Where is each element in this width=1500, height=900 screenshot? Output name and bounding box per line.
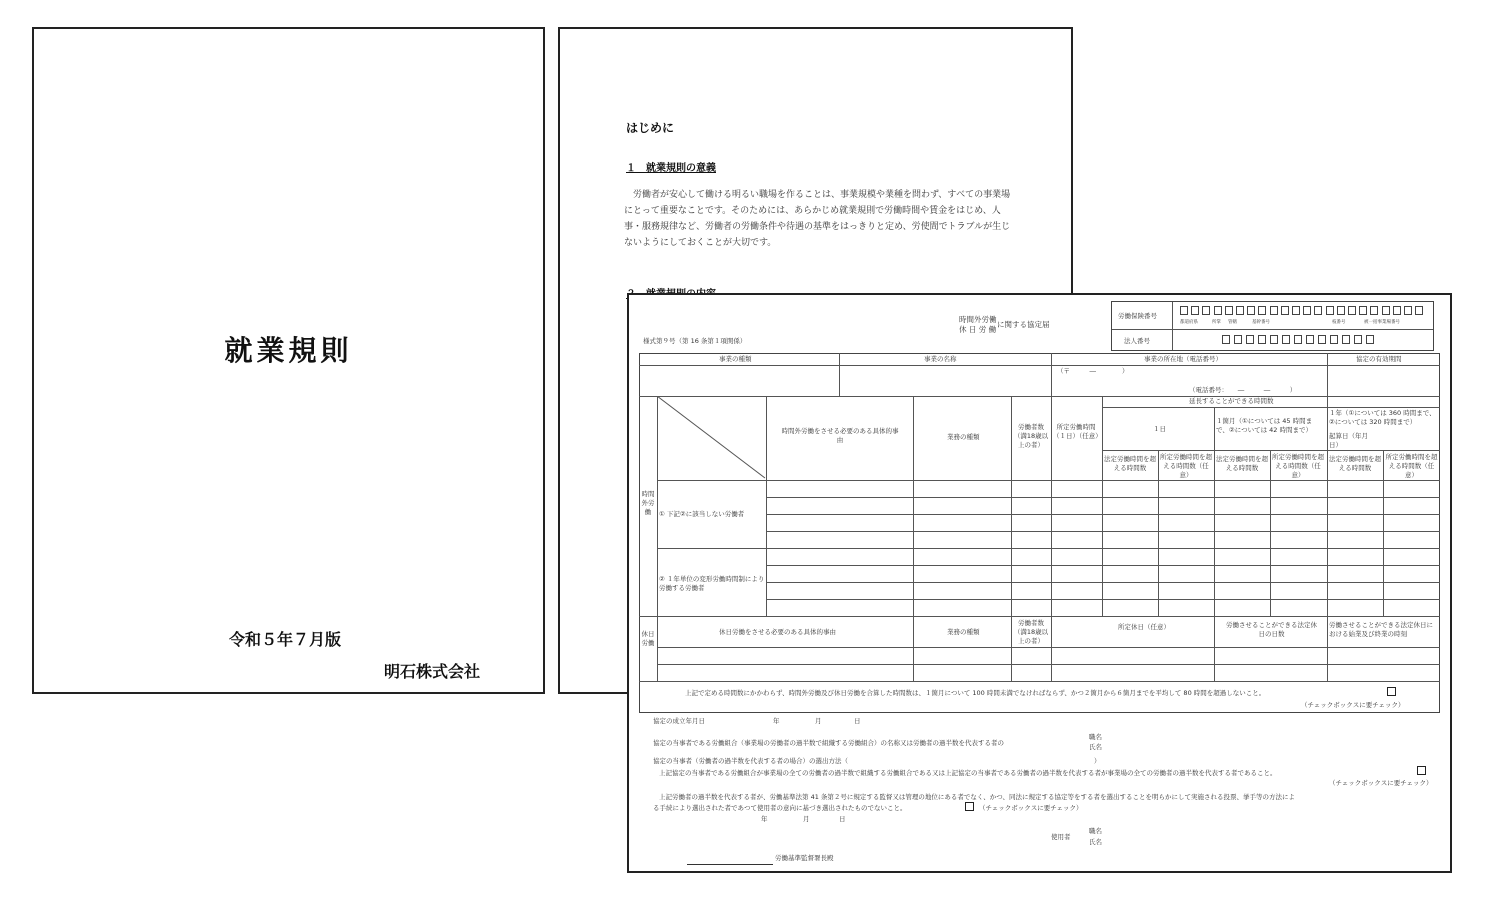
majority-checkbox[interactable] [1417, 766, 1426, 775]
header-validity-period: 協定の有効期間 [1356, 355, 1402, 363]
employer-label: 使用者 [1051, 833, 1071, 841]
agreement-form-page [627, 293, 1452, 873]
insurance-digit-cell[interactable] [1236, 306, 1244, 315]
majority-line: 上記協定の当事者である労働組合が事業場の全ての労働者の過半数で組織する労働組合である又は上記協定の当事者である労働者の過半数を代表する者が事業場の全ての労働者の過半数を代表する者であること。 [659, 769, 1277, 777]
sign-month: 月 [803, 815, 810, 823]
form-title-top: 時間外労働 [959, 315, 997, 324]
phone-number: （電話番号： ― ― ） [1189, 386, 1297, 394]
representative-check-note: （チェックボックスに要チェック） [979, 804, 1083, 812]
postal-code: （〒 ― ） [1057, 367, 1129, 375]
date-year: 年 [773, 717, 780, 725]
insurance-digit-cell[interactable] [1404, 306, 1412, 315]
sign-day: 日 [839, 815, 846, 823]
holiday-scheduled: 所定休日（任意） [1118, 623, 1170, 631]
diagonal-header-cell [657, 396, 767, 480]
day-over-legal: 法定労働時間を超える時間数 [1104, 455, 1156, 472]
insurance-sublabel: 被一括事業場番号 [1364, 320, 1400, 325]
majority-check-note: （チェックボックスに要チェック） [1329, 779, 1433, 787]
side-overtime-label: 時間外労働 [641, 490, 655, 516]
table-row-line [766, 531, 1440, 532]
insurance-digit-cell[interactable] [1270, 306, 1278, 315]
corporate-digit-cell[interactable] [1258, 335, 1266, 344]
row2-label: ② １年単位の変形労働時間制により労働する労働者 [659, 575, 765, 592]
office-underline [687, 864, 773, 865]
row1-label: ① 下記②に該当しない労働者 [659, 510, 745, 518]
representative-line-2: る手続により選出された者であつて使用者の意向に基づき選出されたものでないこと。 [653, 804, 907, 812]
table-row-line [766, 497, 1440, 498]
insurance-digit-cell[interactable] [1258, 306, 1266, 315]
insurance-digit-cell[interactable] [1393, 306, 1401, 315]
insurance-digit-cell[interactable] [1202, 306, 1210, 315]
corporate-digit-cell[interactable] [1282, 335, 1290, 344]
insurance-digit-cell[interactable] [1370, 306, 1378, 315]
corporate-digit-cell[interactable] [1222, 335, 1230, 344]
table-row-line [766, 565, 1440, 566]
insurance-sublabel: 所掌 [1212, 320, 1221, 325]
limit-checkbox[interactable] [1387, 687, 1396, 696]
insurance-digit-cell[interactable] [1359, 306, 1367, 315]
insurance-digit-cell[interactable] [1247, 306, 1255, 315]
corporate-digit-cell[interactable] [1330, 335, 1338, 344]
insurance-digit-cell[interactable] [1281, 306, 1289, 315]
corporate-digit-cell[interactable] [1246, 335, 1254, 344]
insurance-digit-cell[interactable] [1415, 306, 1423, 315]
agreement-date-label: 協定の成立年月日 [653, 717, 705, 725]
extendable-hours-header: 延長することができる時間数 [1189, 397, 1274, 405]
cover-company: 明石株式会社 [384, 662, 481, 681]
union-position: 職名 [1089, 733, 1102, 741]
month-over-legal: 法定労働時間を超える時間数 [1216, 455, 1268, 472]
insurance-sublabel: 管轄 [1228, 320, 1237, 325]
form-title-bottom: 休 日 労 働 [959, 325, 997, 334]
holiday-workers: 労働者数（満18歳以上の者） [1013, 619, 1049, 645]
holiday-times: 労働させることができる法定休日における始業及び終業の時刻 [1329, 621, 1433, 638]
cover-edition: 令和５年７月版 [229, 630, 342, 649]
insurance-sublabel: 基幹番号 [1252, 320, 1270, 325]
insurance-no-label: 労働保険番号 [1118, 312, 1157, 320]
insurance-sublabel: 都道府県 [1180, 320, 1198, 325]
insurance-digit-cell[interactable] [1214, 306, 1222, 315]
form-number: 様式第９号（第 16 条第１項関係） [643, 337, 747, 345]
union-name: 氏名 [1089, 743, 1102, 751]
intro-heading: はじめに [626, 121, 675, 135]
cover-title: 就業規則 [224, 334, 353, 367]
date-month: 月 [815, 717, 822, 725]
col-overtime-reason: 時間外労働をさせる必要のある具体的事由 [781, 427, 899, 444]
corporate-digit-cell[interactable] [1234, 335, 1242, 344]
labor-office: 労働基準監督署長殿 [775, 854, 834, 862]
corporate-digit-cell[interactable] [1294, 335, 1302, 344]
holiday-business-type: 業務の種類 [947, 628, 980, 636]
date-day: 日 [854, 717, 861, 725]
col-workers: 労働者数（満18歳以上の者） [1013, 423, 1049, 449]
union-line: 協定の当事者である労働組合（事業場の労働者の過半数で組織する労働組合）の名称又は労働者の過半数を代表する者の [653, 739, 1004, 747]
day-over-scheduled: 所定労働時間を超える時間数（任意） [1160, 453, 1212, 479]
insurance-digit-cell[interactable] [1382, 306, 1390, 315]
insurance-digit-cell[interactable] [1326, 306, 1334, 315]
table-row-line [766, 514, 1440, 515]
col-scheduled-hours: 所定労働時間（１日）（任意） [1053, 423, 1102, 440]
sign-year: 年 [761, 815, 768, 823]
insurance-digit-cell[interactable] [1225, 306, 1233, 315]
employer-name: 氏名 [1089, 838, 1102, 846]
corporate-digit-cell[interactable] [1270, 335, 1278, 344]
header-business-address: 事業の所在地（電話番号） [1144, 355, 1222, 363]
limit-note: 上記で定める時間数にかかわらず、時間外労働及び休日労働を合算した時間数は、１箇月について 100 時間未満でなければならず、かつ２箇月から６箇月までを平均して 80 時間を超過しないこと。 [685, 689, 1266, 697]
year-over-legal: 法定労働時間を超える時間数 [1329, 455, 1381, 472]
representative-checkbox[interactable] [965, 802, 974, 811]
insurance-digit-cell[interactable] [1292, 306, 1300, 315]
cover-page [32, 27, 545, 694]
header-business-type: 事業の種類 [719, 355, 752, 363]
table-row-line [766, 582, 1440, 583]
corporate-no-label: 法人番号 [1124, 337, 1150, 345]
header-business-name: 事業の名称 [924, 355, 957, 363]
limit-check-note: （チェックボックスに要チェック） [1301, 701, 1405, 709]
col-one-month: １箇月（①については 45 時間まで、②については 42 時間まで） [1216, 417, 1313, 434]
insurance-digit-cell[interactable] [1314, 306, 1322, 315]
selection-line: 協定の当事者（労働者の過半数を代表する者の場合）の選出方法（ [653, 757, 848, 765]
table-row-line [766, 599, 1440, 600]
col-business-type: 業務の種類 [947, 433, 980, 441]
corporate-digit-cell[interactable] [1306, 335, 1314, 344]
insurance-number-box [1111, 301, 1434, 351]
col-start-date: 起算日（年月日） [1329, 432, 1368, 449]
form-title-suffix: に関する協定届 [997, 320, 1050, 329]
corporate-digit-cell[interactable] [1366, 335, 1374, 344]
side-holiday-label: 休日労働 [641, 630, 655, 647]
month-over-scheduled: 所定労働時間を超える時間数（任意） [1272, 453, 1324, 479]
corporate-digit-cell[interactable] [1318, 335, 1326, 344]
insurance-sublabel: 枝番号 [1332, 320, 1346, 325]
year-over-scheduled: 所定労働時間を超える時間数（任意） [1385, 453, 1438, 479]
representative-line-1: 上記労働者の過半数を代表する者が、労働基準法第 41 条第２号に規定する監督又は管理の地位にある者でなく、かつ、同法に規定する協定等をする者を選出することを明らかにして実施される投票、挙手等の方法によ [659, 793, 1296, 801]
holiday-days: 労働させることができる法定休日の日数 [1226, 621, 1317, 638]
selection-close: ） [1094, 757, 1101, 765]
corporate-digit-cell[interactable] [1354, 335, 1362, 344]
employer-position: 職名 [1089, 827, 1102, 835]
holiday-reason: 休日労働をさせる必要のある具体的事由 [719, 628, 836, 636]
insurance-digit-cell[interactable] [1337, 306, 1345, 315]
intro-paragraph: 労働者が安心して働ける明るい職場を作ることは、事業規模や業種を問わず、すべての事業場にとって重要なことです。そのためには、あらかじめ就業規則で労働時間や賃金をはじめ、人事・服務規律など、労働者の労働条件や待遇の基準をはっきりと定め、労使間でトラブルが生じないようにしておくことが大切です。 [624, 190, 1011, 248]
insurance-digit-cell[interactable] [1191, 306, 1199, 315]
col-one-day: １日 [1153, 425, 1166, 433]
corporate-digit-cell[interactable] [1342, 335, 1350, 344]
section1-title: １ 就業規則の意義 [626, 163, 716, 174]
insurance-digit-cell[interactable] [1348, 306, 1356, 315]
insurance-digit-cell[interactable] [1180, 306, 1188, 315]
insurance-digit-cell[interactable] [1303, 306, 1311, 315]
col-one-year: １年（①については 360 時間まで、②については 320 時間まで） [1329, 409, 1436, 426]
